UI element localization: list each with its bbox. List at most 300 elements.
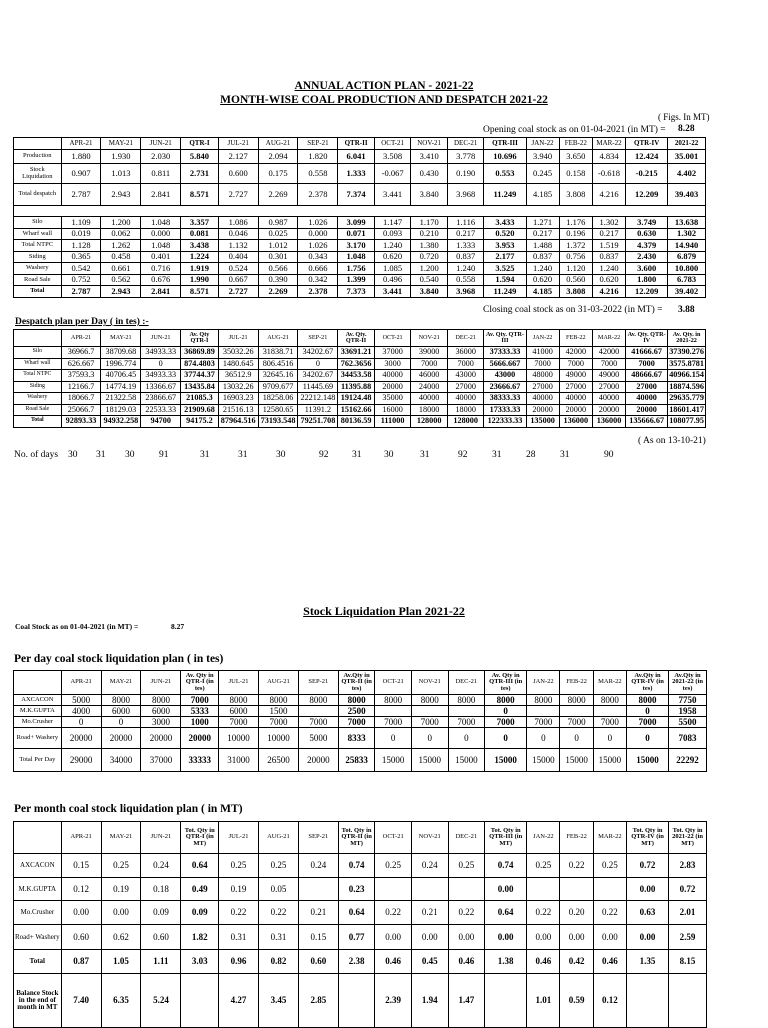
table-cell: 49000 [559, 370, 592, 382]
table-cell: 15000 [485, 749, 527, 772]
column-header: SEP-21 [298, 138, 338, 150]
table-cell: 1.372 [559, 240, 592, 252]
table-cell: 0.64 [485, 901, 527, 925]
table-cell: 7000 [592, 358, 625, 370]
table-cell: 37744.37 [181, 370, 219, 382]
table-cell: -0.067 [374, 164, 411, 184]
table-cell: 1.240 [447, 263, 484, 275]
table-cell: 0 [626, 728, 668, 749]
table-cell: 7000 [485, 717, 527, 728]
table-cell: 3.45 [258, 974, 298, 1028]
per-day-liquidation-table [13, 670, 707, 772]
column-header: APR-21 [61, 822, 101, 854]
table-cell: 1.240 [526, 263, 559, 275]
row-label: Total [14, 286, 62, 298]
table-cell: 1.026 [298, 240, 338, 252]
production-despatch-table [13, 137, 706, 298]
column-header: MAR-22 [592, 138, 625, 150]
table-cell: 0.342 [298, 274, 338, 286]
coal-stock-label: Coal Stock as on 01-04-2021 (in MT) = [15, 622, 139, 631]
column-header: OCT-21 [375, 822, 412, 854]
table-cell: 0.301 [258, 251, 298, 263]
table-cell: 8000 [219, 695, 259, 706]
table-cell: 15162.66 [338, 404, 375, 416]
figs-note: ( Figs. In MT) [658, 112, 710, 122]
row-label: Road+ Washery [14, 925, 62, 950]
table-cell: 26500 [258, 749, 298, 772]
row-label: Wharf wall [14, 228, 62, 240]
per-day-row [14, 706, 707, 717]
table-cell: 2500 [338, 706, 375, 717]
table-cell: 2.943 [101, 184, 141, 206]
table-cell: 8000 [375, 695, 412, 706]
table-cell: 1.820 [298, 150, 338, 164]
table-cell: 0.25 [593, 854, 626, 878]
days-value: 90 [604, 450, 614, 460]
row-label: Road+ Washery [14, 728, 62, 749]
column-header: Av. Qty. QTR-II [338, 330, 375, 347]
table-cell [485, 974, 527, 1028]
column-header: Av.Qty in QTR-IV (in tes) [626, 671, 668, 695]
table-cell: 0.158 [559, 164, 592, 184]
table-cell: 4.834 [592, 150, 625, 164]
table-cell: 1.085 [374, 263, 411, 275]
table-cell: 0.907 [61, 164, 101, 184]
table-cell: 2.727 [218, 286, 258, 298]
table-cell: 40000 [374, 370, 411, 382]
column-header: 2021-22 [668, 138, 706, 150]
table-cell: 0.837 [447, 251, 484, 263]
table-cell: 0.24 [411, 854, 448, 878]
column-header: DEC-21 [448, 822, 485, 854]
table-cell: 0.837 [592, 251, 625, 263]
table-cell: 6000 [219, 706, 259, 717]
table-cell: 1000 [181, 717, 219, 728]
column-header: Av. Qty. in 2021-22 [668, 330, 706, 347]
table-cell: 27000 [559, 381, 592, 393]
table-cell: 0.404 [218, 251, 258, 263]
table-cell: 8000 [298, 695, 338, 706]
table-cell [669, 974, 707, 1028]
table-cell [411, 878, 448, 901]
per-month-liquidation-table [13, 821, 707, 1028]
table-cell: 3.953 [484, 240, 526, 252]
table-cell: 8000 [593, 695, 626, 706]
table-cell: 0.24 [141, 854, 181, 878]
column-header: DEC-21 [448, 671, 485, 695]
table-cell: 3.968 [447, 286, 484, 298]
table-cell: 2.787 [61, 286, 101, 298]
table-cell: 92893.33 [61, 416, 101, 428]
table-cell: 11.249 [484, 184, 526, 206]
production-row [14, 184, 706, 206]
table-cell: 34202.67 [298, 347, 338, 359]
table-cell: 0.22 [527, 901, 560, 925]
table-cell: 3.410 [411, 150, 448, 164]
days-value: 30 [384, 450, 394, 460]
table-cell: 0.22 [219, 901, 259, 925]
row-label: Mo.Crusher [14, 901, 62, 925]
table-cell: 7000 [559, 358, 592, 370]
table-cell: 20000 [374, 381, 411, 393]
table-cell: 0.22 [448, 901, 485, 925]
table-cell: 135000 [526, 416, 559, 428]
table-cell: 6000 [101, 706, 141, 717]
table-cell: 94175.2 [181, 416, 219, 428]
column-header: SEP-21 [298, 330, 338, 347]
table-cell: 0.196 [559, 228, 592, 240]
table-cell: 0.716 [141, 263, 181, 275]
table-cell: 0.524 [218, 263, 258, 275]
column-header: OCT-21 [374, 138, 411, 150]
table-cell: 1.128 [61, 240, 101, 252]
table-cell: 4.185 [526, 286, 559, 298]
table-cell: 10000 [258, 728, 298, 749]
table-cell: 22292 [669, 749, 707, 772]
production-row [14, 150, 706, 164]
table-cell: 0.190 [447, 164, 484, 184]
table-cell: 7000 [593, 717, 626, 728]
table-cell: 0.00 [485, 925, 527, 950]
table-cell: 15000 [375, 749, 412, 772]
table-cell: 7000 [527, 717, 560, 728]
column-header: Av.Qty in QTR-II (in tes) [338, 671, 375, 695]
column-header: FEB-22 [559, 330, 592, 347]
despatch-row [14, 228, 706, 240]
column-header: NOV-21 [411, 671, 448, 695]
table-cell: 1.176 [559, 217, 592, 229]
table-cell: 0 [593, 728, 626, 749]
table-cell: 19124.48 [338, 393, 375, 405]
table-cell: 0.720 [411, 251, 448, 263]
table-cell: 7000 [447, 358, 484, 370]
table-cell: 18066.7 [61, 393, 101, 405]
table-cell: 0.21 [411, 901, 448, 925]
row-label: AXCACON [14, 695, 62, 706]
column-header: FEB-22 [560, 671, 593, 695]
table-cell: 1.11 [141, 950, 181, 974]
column-header: FEB-22 [559, 138, 592, 150]
column-header: APR-21 [61, 330, 101, 347]
table-cell: 0.00 [560, 925, 593, 950]
table-cell: 1480.645 [218, 358, 258, 370]
table-cell: 39000 [411, 347, 448, 359]
table-cell: 0.60 [61, 925, 101, 950]
table-cell: 0.019 [61, 228, 101, 240]
table-cell: 37000 [374, 347, 411, 359]
table-cell: 8.571 [181, 286, 219, 298]
table-cell: 20000 [181, 728, 219, 749]
row-label: Washery [14, 263, 62, 275]
table-cell: 128000 [447, 416, 484, 428]
table-cell: 0.24 [298, 854, 338, 878]
table-cell: 29000 [61, 749, 101, 772]
table-cell: 0.45 [411, 950, 448, 974]
table-cell: 8333 [338, 728, 375, 749]
table-cell: 20000 [592, 404, 625, 416]
table-cell: 0.00 [527, 925, 560, 950]
table-cell: 1.240 [592, 263, 625, 275]
table-cell: 0 [448, 728, 485, 749]
table-cell: 4000 [61, 706, 101, 717]
table-cell: 0.540 [411, 274, 448, 286]
column-header: JUL-21 [218, 138, 258, 150]
table-cell: 31838.71 [258, 347, 298, 359]
table-cell: 87964.516 [218, 416, 258, 428]
table-cell: 0.025 [258, 228, 298, 240]
table-cell: 13032.26 [218, 381, 258, 393]
table-cell: 1.990 [181, 274, 219, 286]
table-cell: 12.209 [626, 286, 668, 298]
table-cell: 41000 [526, 347, 559, 359]
table-cell: 0.60 [298, 950, 338, 974]
table-cell: 108077.95 [669, 416, 704, 426]
table-cell: 33333 [181, 749, 219, 772]
table-cell: 0.081 [181, 228, 219, 240]
days-value: 30 [125, 450, 135, 460]
table-cell: 7000 [626, 717, 668, 728]
per-month-row [14, 854, 707, 878]
table-cell: 0.25 [101, 854, 141, 878]
table-cell: 1.82 [181, 925, 219, 950]
table-cell: 0.00 [593, 925, 626, 950]
table-cell: 40966.154 [669, 370, 704, 380]
column-header: APR-21 [61, 138, 101, 150]
table-cell: 0.46 [375, 950, 412, 974]
column-header: MAR-22 [593, 822, 626, 854]
table-cell: 25833 [338, 749, 375, 772]
table-cell: 1.01 [527, 974, 560, 1028]
despatch-row [14, 217, 706, 229]
table-cell: 6.35 [101, 974, 141, 1028]
table-cell: 38709.68 [101, 347, 141, 359]
table-cell: 36966.7 [61, 347, 101, 359]
table-cell: 4.216 [592, 286, 625, 298]
table-cell: 94700 [141, 416, 181, 428]
table-cell: 0.210 [411, 228, 448, 240]
table-cell: 6000 [141, 706, 181, 717]
table-cell [181, 974, 219, 1028]
table-cell: 6.041 [338, 150, 375, 164]
despatch-per-day-row [14, 358, 706, 370]
table-cell: 1.048 [338, 251, 375, 263]
table-cell: 48666.67 [626, 370, 668, 382]
table-cell: 3.808 [559, 184, 592, 206]
table-cell: 0.00 [626, 925, 668, 950]
table-cell: 3.441 [374, 184, 411, 206]
table-cell: 0.87 [61, 950, 101, 974]
table-cell: 3.508 [374, 150, 411, 164]
table-cell: 3.650 [559, 150, 592, 164]
table-cell: 0.558 [447, 274, 484, 286]
column-header: NOV-21 [411, 330, 448, 347]
table-cell: 3.441 [374, 286, 411, 298]
row-label: Silo [14, 347, 62, 359]
column-header: DEC-21 [447, 330, 484, 347]
table-cell: 6.879 [668, 251, 706, 263]
table-cell: 0.74 [485, 854, 527, 878]
table-cell: 12580.65 [258, 404, 298, 416]
table-cell: 14774.19 [101, 381, 141, 393]
table-cell: 21516.13 [218, 404, 258, 416]
table-cell: 128000 [411, 416, 448, 428]
table-cell [593, 878, 626, 901]
row-label: Siding [14, 251, 62, 263]
table-cell: 1.488 [526, 240, 559, 252]
table-cell: 0.620 [374, 251, 411, 263]
days-value: 31 [200, 450, 210, 460]
table-cell: 5666.667 [484, 358, 526, 370]
table-cell: 16903.23 [218, 393, 258, 405]
column-header: AUG-21 [258, 671, 298, 695]
table-cell: 0.72 [626, 854, 668, 878]
days-label: No. of days [14, 450, 59, 460]
table-cell: 7000 [298, 717, 338, 728]
column-header: JUL-21 [219, 671, 259, 695]
table-cell [375, 706, 412, 717]
table-cell: 21085.3 [181, 393, 219, 405]
table-cell: 1.519 [592, 240, 625, 252]
table-cell: 1.35 [626, 950, 668, 974]
table-cell: 2.030 [141, 150, 181, 164]
table-cell [448, 706, 485, 717]
table-cell: 2.59 [669, 925, 707, 950]
column-header: Tot. Qty in 2021-22 (in MT) [669, 822, 707, 854]
table-cell: 15000 [448, 749, 485, 772]
table-cell: 2.83 [669, 854, 707, 878]
column-header: NOV-21 [411, 822, 448, 854]
table-cell: 36512.9 [218, 370, 258, 382]
table-cell: 3.03 [181, 950, 219, 974]
table-cell: 1.399 [338, 274, 375, 286]
table-cell: 25066.7 [61, 404, 101, 416]
table-cell: 20000 [626, 404, 668, 416]
table-cell: 1.302 [592, 217, 625, 229]
despatch-per-day-table [13, 329, 706, 428]
row-label: Total Per Day [14, 749, 62, 772]
row-label: Silo [14, 217, 62, 229]
table-cell: 0 [298, 358, 338, 370]
table-cell: 0.560 [559, 274, 592, 286]
table-cell: 0.000 [141, 228, 181, 240]
table-cell: 1.048 [141, 240, 181, 252]
table-cell: 0.59 [560, 974, 593, 1028]
table-cell: 1.919 [181, 263, 219, 275]
row-label: Balance Stock in the end of month in MT [14, 974, 62, 1028]
table-cell: 8000 [411, 695, 448, 706]
table-cell: 0.553 [484, 164, 526, 184]
table-cell: 0.22 [560, 854, 593, 878]
table-cell: 37390.276 [669, 347, 704, 357]
table-cell: 27000 [526, 381, 559, 393]
table-cell: 23866.67 [141, 393, 181, 405]
column-header: AUG-21 [258, 822, 298, 854]
table-cell: 1.271 [526, 217, 559, 229]
table-cell: 29635.779 [669, 393, 704, 403]
row-label [14, 671, 62, 695]
despatch-label-row [14, 206, 706, 217]
table-cell: 46000 [411, 370, 448, 382]
table-cell: 27000 [626, 381, 668, 393]
table-cell: 0.987 [258, 217, 298, 229]
column-header: AUG-21 [258, 330, 298, 347]
table-cell: 0.600 [218, 164, 258, 184]
table-cell: 48000 [526, 370, 559, 382]
table-cell: 34933.33 [141, 347, 181, 359]
table-cell: 0 [485, 706, 527, 717]
table-cell: 2.787 [61, 184, 101, 206]
table-cell: 40000 [592, 393, 625, 405]
despatch-per-day-row [14, 370, 706, 382]
days-value: 92 [319, 450, 329, 460]
despatch-per-day-title: Despatch plan per Day ( in tes) :- [15, 317, 149, 327]
table-cell [448, 878, 485, 901]
table-cell: 1.240 [374, 240, 411, 252]
table-cell [338, 974, 375, 1028]
table-cell: 5500 [669, 717, 707, 728]
per-day-row [14, 695, 707, 706]
column-header: JUL-21 [219, 822, 259, 854]
days-row [0, 450, 768, 464]
table-cell: 0 [101, 717, 141, 728]
table-cell: 3000 [374, 358, 411, 370]
table-cell: 0.000 [298, 228, 338, 240]
table-cell: 0.72 [669, 878, 707, 901]
table-cell: 80136.59 [338, 416, 375, 428]
table-cell: 15000 [593, 749, 626, 772]
table-cell: 0.25 [258, 854, 298, 878]
table-cell: 0.00 [101, 901, 141, 925]
despatch-per-day-row [14, 416, 706, 428]
column-header: JUN-21 [141, 822, 181, 854]
table-cell: 0.19 [101, 878, 141, 901]
table-cell: 135666.67 [626, 416, 668, 428]
table-cell: 2.378 [298, 184, 338, 206]
table-cell: 1.930 [101, 150, 141, 164]
table-cell: 2.39 [375, 974, 412, 1028]
table-cell: 0.00 [411, 925, 448, 950]
table-cell: 4.185 [526, 184, 559, 206]
table-cell: 8000 [560, 695, 593, 706]
table-cell: 3.525 [484, 263, 526, 275]
table-cell: 0 [375, 728, 412, 749]
column-header: JUN-21 [141, 671, 181, 695]
table-cell: 23666.67 [484, 381, 526, 393]
row-label [14, 330, 62, 347]
table-cell: 41666.67 [626, 347, 668, 359]
column-header: QTR-II [338, 138, 375, 150]
days-value: 92 [458, 450, 468, 460]
row-label [14, 822, 62, 854]
table-cell: 0.96 [219, 950, 259, 974]
column-header: DEC-21 [447, 138, 484, 150]
table-cell: 20000 [298, 749, 338, 772]
column-header: Av. Qty. QTR-III [484, 330, 526, 347]
table-cell: 7083 [669, 728, 707, 749]
table-cell: 20000 [61, 728, 101, 749]
column-header: SEP-21 [298, 822, 338, 854]
days-value: 30 [68, 450, 78, 460]
table-cell: 12.424 [626, 150, 668, 164]
table-cell: 1.380 [411, 240, 448, 252]
table-cell: 136000 [592, 416, 625, 428]
table-cell: 8000 [101, 695, 141, 706]
table-cell: 8000 [626, 695, 668, 706]
table-cell: 40000 [526, 393, 559, 405]
table-cell: 40000 [626, 393, 668, 405]
row-label: Washery [14, 393, 62, 405]
closing-stock-value: 3.88 [678, 305, 695, 315]
